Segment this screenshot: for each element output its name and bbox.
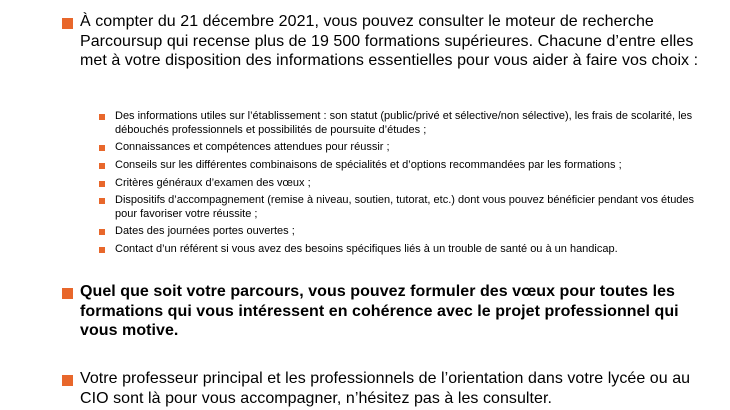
list-item-text: Dispositifs d’accompagnement (remise à niveau, soutien, tutorat, etc.) dont vous pouvez bénéficier pendant vos études pour favoriser votre réussite ; [115,194,695,220]
list-item [99,243,699,257]
small-orange-square-bullet-icon [99,229,105,235]
list-item [99,110,699,137]
information-list [99,110,699,261]
list-item [99,141,699,155]
advice-paragraph [62,369,702,408]
small-orange-square-bullet-icon [99,145,105,151]
small-orange-square-bullet-icon [99,163,105,169]
small-orange-square-bullet-icon [99,247,105,253]
orange-square-bullet-icon [62,288,73,299]
small-orange-square-bullet-icon [99,181,105,187]
list-item-text: Contact d’un référent si vous avez des besoins spécifiques liés à un trouble de santé ou à un handicap. [115,243,618,256]
list-item [99,225,699,239]
small-orange-square-bullet-icon [99,198,105,204]
advice-text: Votre professeur principal et les professionnels de l’orientation dans votre lycée ou au CIO sont là pour vous accompagner, n’hésitez pas à les consulter. [80,370,691,407]
list-item-text: Connaissances et compétences attendues pour réussir ; [115,141,390,154]
orange-square-bullet-icon [62,375,73,386]
orange-square-bullet-icon [62,18,73,29]
highlight-paragraph [62,282,702,341]
list-item [99,159,699,173]
list-item-text: Des informations utiles sur l’établissement : son statut (public/privé et sélective/non sélective), les frais de scolarité, les débouchés professionnels et possibilités de poursuite d’études ; [115,110,693,136]
intro-text: À compter du 21 décembre 2021, vous pouvez consulter le moteur de recherche Parcoursup qui recense plus de 19 500 formations supérieures. Chacune d’entre elles met à votre disposition des informations essentielles pour vous aider à faire vos choix : [80,13,699,69]
list-item-text: Critères généraux d’examen des vœux ; [115,176,311,189]
small-orange-square-bullet-icon [99,114,105,120]
intro-paragraph [62,12,702,71]
list-item [99,177,699,191]
list-item [99,194,699,221]
highlight-text: Quel que soit votre parcours, vous pouvez formuler des vœux pour toutes les formations qui vous intéressent en cohérence avec le projet professionnel qui vous motive. [80,283,679,339]
list-item-text: Dates des journées portes ouvertes ; [115,225,295,238]
list-item-text: Conseils sur les différentes combinaisons de spécialités et d’options recommandées par les formations ; [115,158,622,171]
